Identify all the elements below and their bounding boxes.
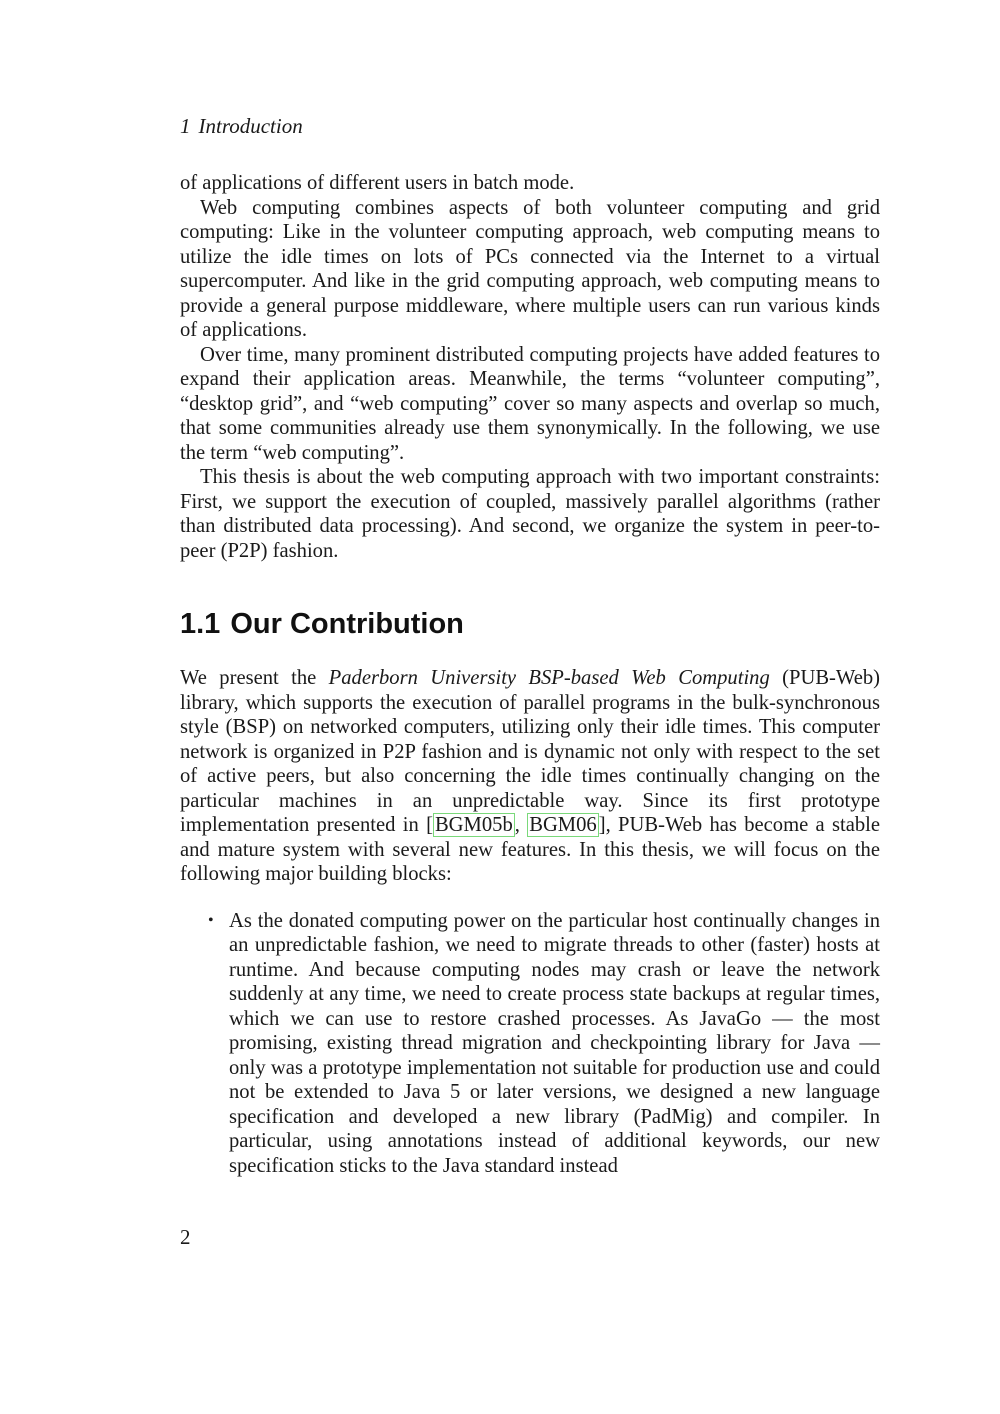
list-item xyxy=(180,909,880,1179)
body-text xyxy=(180,171,880,1178)
bullet-glyph: • xyxy=(208,911,214,929)
section-heading xyxy=(180,606,880,642)
chapter-number: 1 xyxy=(180,114,191,138)
paragraph-continuation: of applications of different users in batch mode. xyxy=(180,172,575,194)
list-item-text: As the donated computing power on the particular host continually changes in an unpredictable fashion, we need to migrate threads to other (faster) hosts at runtime. And because computing nodes may crash or leave the network suddenly at any time, we need to create process state backups at regular times, which we can use to restore crashed processes. As JavaGo — the most promising, existing thread migration and checkpointing library for Java — only was a prototype implementation not suitable for production use and could not be extended to Java 5 or later versions, we designed a new language specification and developed a new library (PadMig) and compiler. In particular, using annotations instead of additional keywords, our new specification sticks to the Java standard instead xyxy=(229,909,880,1177)
page-number: 2 xyxy=(180,1225,191,1249)
running-head xyxy=(180,113,303,139)
chapter-title: Introduction xyxy=(198,114,303,138)
paragraph-web-computing: Web computing combines aspects of both volunteer computing and grid computing: Like in the volunteer computing approach, web computing means to utilize the idle times on lots of PCs connected via the Internet to a virtual supercomputer. And like in the grid computing approach, web computing means to provide a general purpose middleware, where multiple users can run various kinds of applications. xyxy=(180,196,880,341)
contribution-text-end: , PUB-Web has become a stable and mature system with several new features. In this thesis, we will focus on the following major building blocks: xyxy=(180,814,881,885)
document-page xyxy=(180,0,880,1414)
contribution-lead: We present the xyxy=(180,667,329,689)
section-title: Our Contribution xyxy=(230,608,464,640)
paragraph-thesis-scope: This thesis is about the web computing approach with two important constraints: First, we support the execution of coupled, massively parallel algorithms (rather than distributed data processing). And second, we organize the system in peer-to-peer (P2P) fashion. xyxy=(180,466,880,562)
citation-open-bracket: [ xyxy=(426,814,433,836)
paragraph-contribution xyxy=(180,666,880,887)
paragraph-over-time: Over time, many prominent distributed computing projects have added features to expand their application areas. Meanwhile, the terms “volunteer computing”, “desktop grid”, and “web computing” cover so many aspects and overlap so much, that some communities already use them synonymically. In the following, we use the term “web computing”. xyxy=(180,343,880,464)
citation-link-bgm05b[interactable]: BGM05b xyxy=(434,814,513,836)
section-number: 1.1 xyxy=(180,608,221,640)
building-blocks-list xyxy=(180,909,880,1179)
contribution-text: (PUB-Web) library, which supports the execution of parallel programs in the bulk-synchronous style (BSP) on networked computers, utilizing only their idle times. This computer network is organized in P2P fashion and is dynamic not only with respect to the set of active peers, but also concerning the idle times continually changing on the particular machines in an unpredictable way. Since its first prototype implementation presented in xyxy=(180,667,880,836)
citation-link-bgm06[interactable]: BGM06 xyxy=(529,814,597,836)
citation-separator: , xyxy=(514,814,528,836)
citation-close-bracket: ] xyxy=(598,814,606,836)
library-full-name: Paderborn University BSP-based Web Computing xyxy=(328,667,770,689)
